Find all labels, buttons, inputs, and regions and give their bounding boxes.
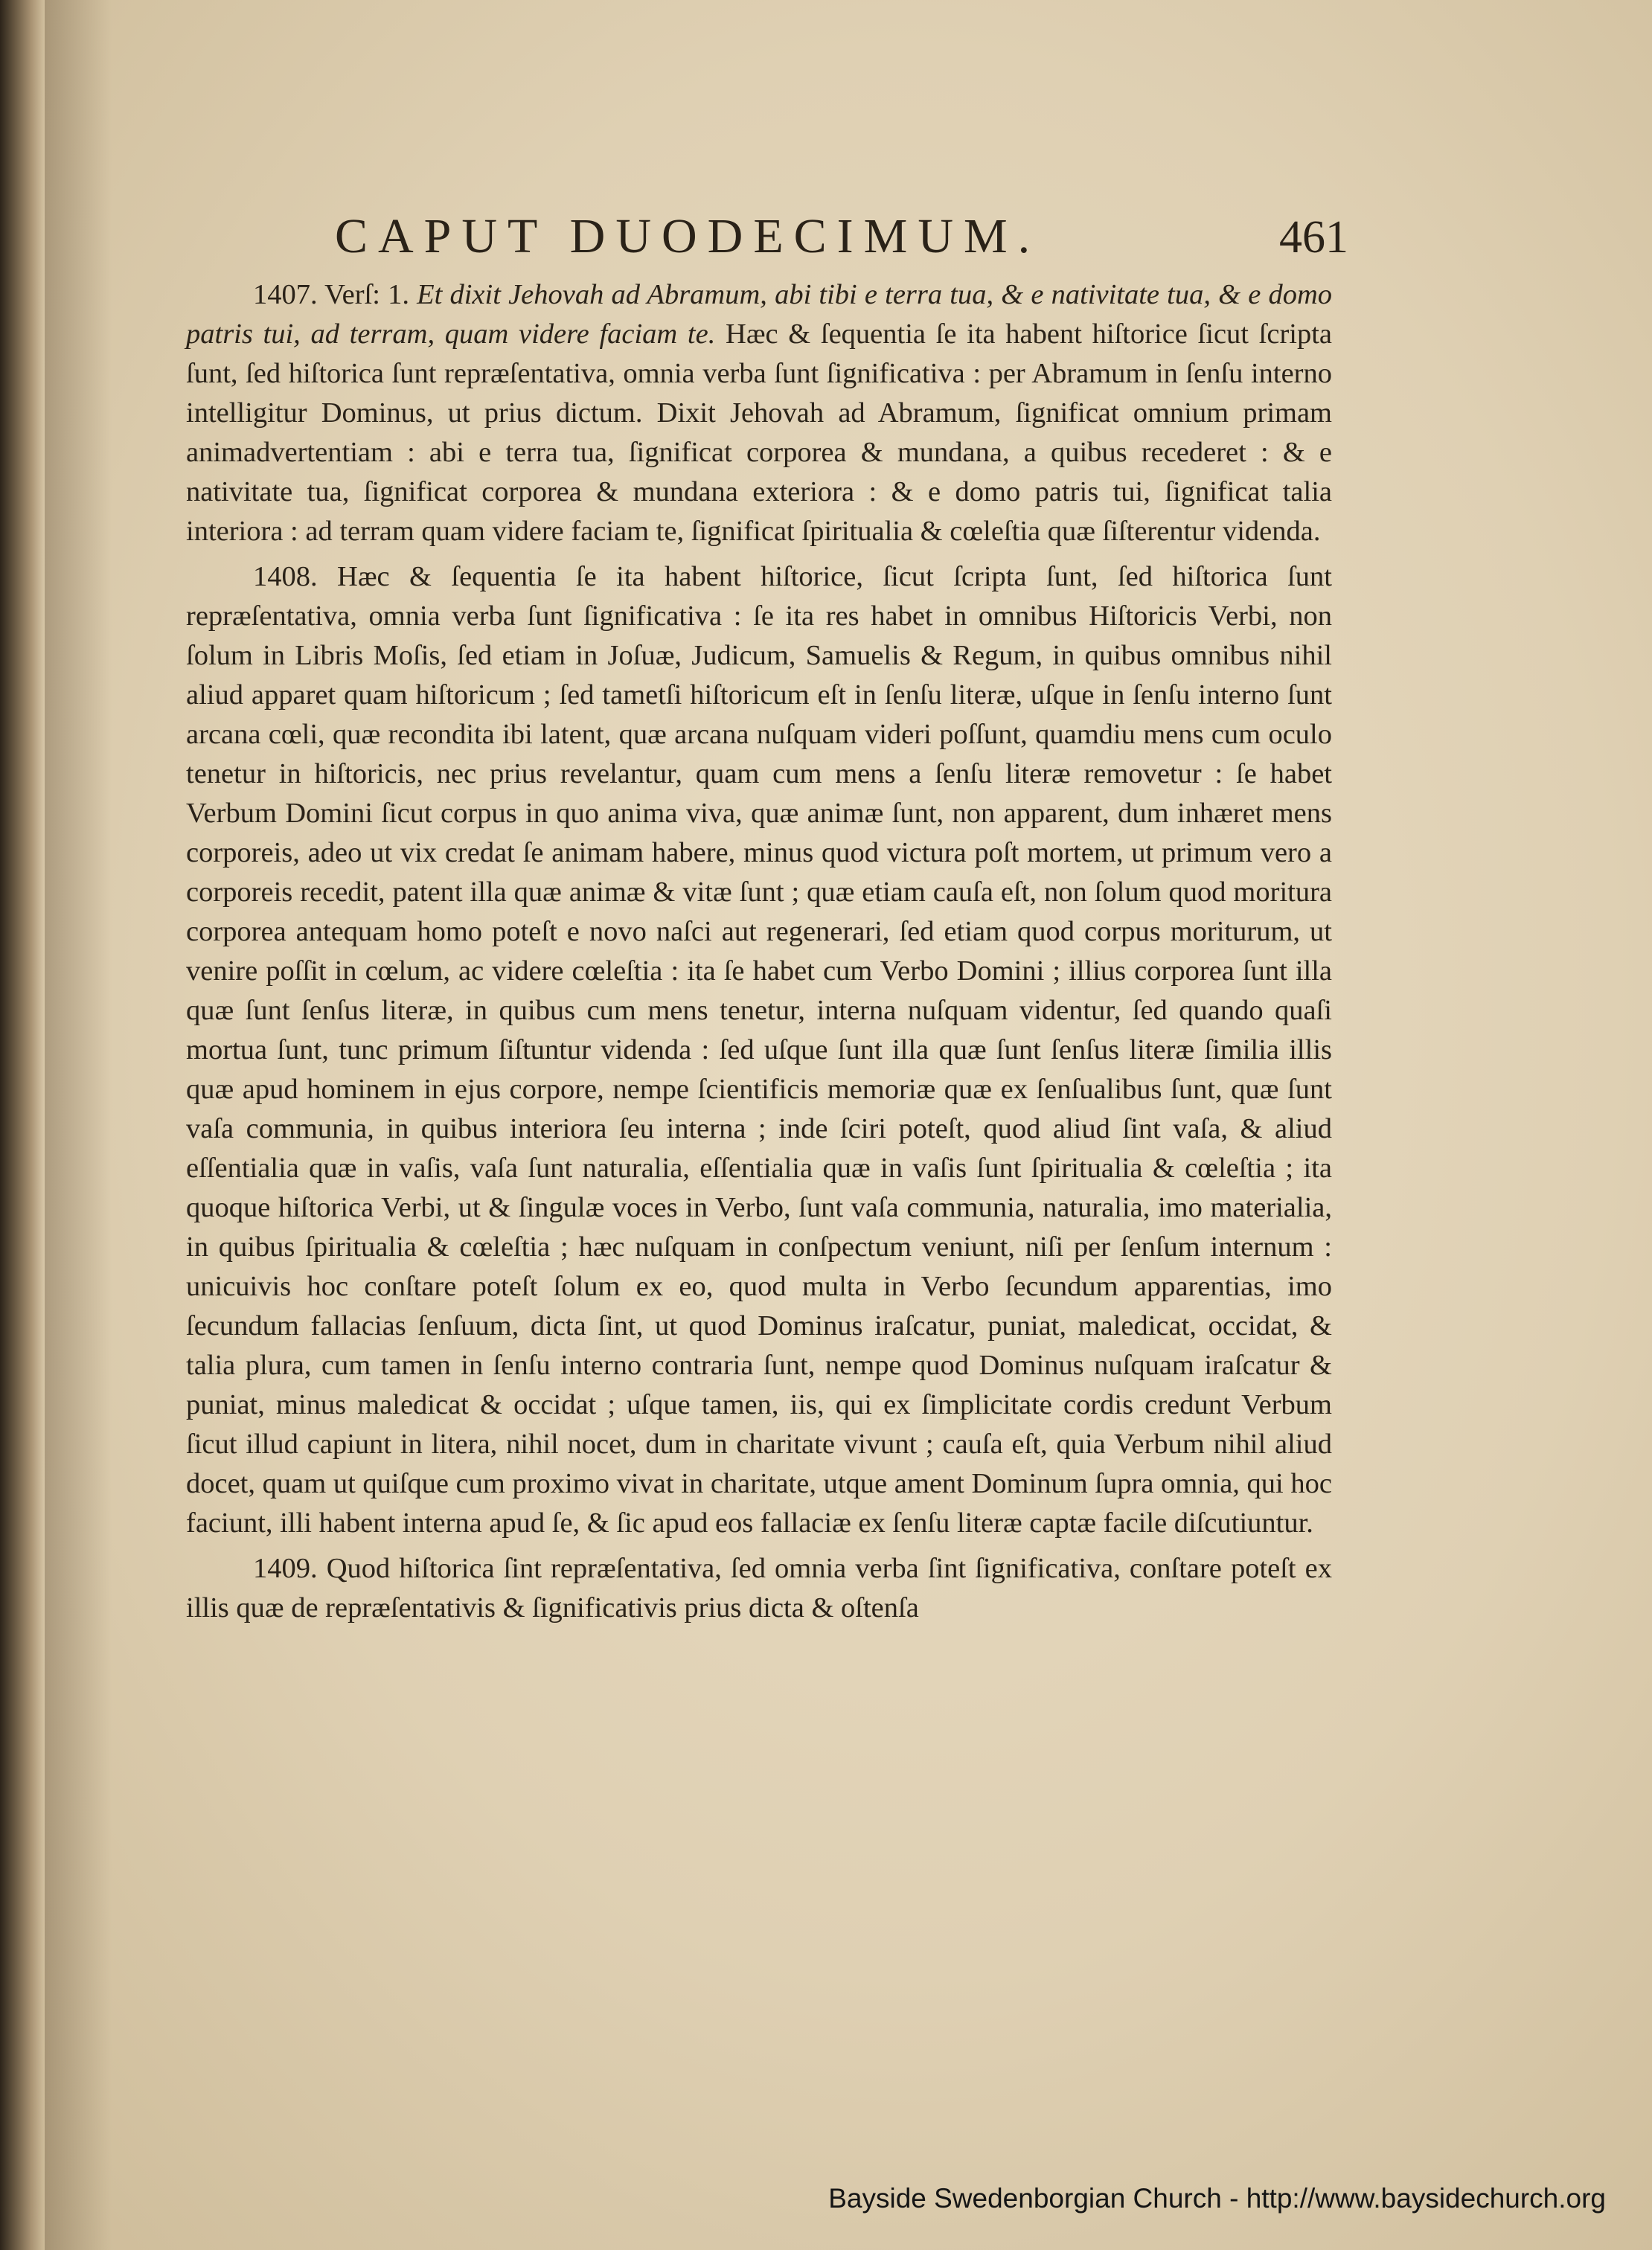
scripture-quote: Et dixit Jehovah ad Abramum, abi tibi e terra tua, & e nativitate tua, & e domo patris tui, ad terram, quam videre faciam te. <box>186 279 1333 350</box>
verse-label: Verſ: 1. <box>324 279 409 310</box>
running-title: CAPUT DUODECIMUM. <box>335 209 1041 263</box>
paragraph-number: 1409. <box>253 1553 318 1584</box>
page-edge-shadow <box>45 0 112 2250</box>
book-page <box>186 201 1348 1628</box>
page-header <box>186 201 1348 275</box>
paragraph-1408 <box>186 557 1332 1543</box>
paragraph-number: 1408. <box>253 561 318 592</box>
paragraph-text: Quod hiſtorica ſint repræſentativa, ſed omnia verba ſint ſignificativa, conſtare poteſt ex illis quæ de repræſentativis & ſignificativis prius dicta & oſtenſa <box>186 1553 1333 1624</box>
book-gutter-shadow <box>0 0 45 2250</box>
paragraph-1409 <box>186 1549 1332 1628</box>
source-watermark: Bayside Swedenborgian Church - http://www.baysidechurch.org <box>828 2183 1606 2214</box>
paragraph-1407 <box>186 275 1332 551</box>
paragraph-text: Hæc & ſequentia ſe ita habent hiſtorice ſicut ſcripta ſunt, ſed hiſtorica ſunt repræſentativa, omnia verba ſunt ſignificativa : per Abramum in ſenſu interno intelligitur Dominus, ut prius dictum. Dixit Jehovah ad Abramum, ſignificat omnium primam animadvertentiam : abi e terra tua, ſignificat corporea & mundana, a quibus recederet : & e nativitate tua, ſignificat corporea & mundana exteriora : & e domo patris tui, ſignificat talia interiora : ad terram quam videre faciam te, ſignificat ſpiritualia & cœleſtia quæ ſiſterentur videnda. <box>186 318 1333 547</box>
paragraph-number: 1407. <box>253 279 318 310</box>
paragraph-text: Hæc & ſequentia ſe ita habent hiſtorice, ſicut ſcripta ſunt, ſed hiſtorica ſunt repræſentativa, omnia verba ſunt ſignificativa : ſe ita res habet in omnibus Hiſtoricis Verbi, non ſolum in Libris Moſis, ſed etiam in Joſuæ, Judicum, Samuelis & Regum, in quibus omnibus nihil aliud apparet quam hiſtoricum ; ſed tametſi hiſtoricum eſt in ſenſu literæ, uſque in ſenſu interno ſunt arcana cœli, quæ recondita ibi latent, quæ arcana nuſquam videri poſſunt, quamdiu mens cum oculo tenetur in hiſtoricis, nec prius revelantur, quam cum mens a ſenſu literæ removetur : ſe habet Verbum Domini ſicut corpus in quo anima viva, quæ animæ ſunt, non apparent, dum inhæret mens corporeis, adeo ut vix credat ſe animam habere, minus quod victura poſt mortem, ut primum vero a corporeis recedit, patent illa quæ animæ & vitæ ſunt ; quæ etiam cauſa eſt, non ſolum quod moritura corporea antequam homo poteſt e novo naſci aut regenerari, ſed etiam quod corpus moriturum, ut venire poſſit in cœlum, ac videre cœleſtia : ita ſe habet cum Verbo Domini ; illius corporea ſunt illa quæ ſunt ſenſus literæ, in quibus cum mens tenetur, interna nuſquam videntur, ſed quando quaſi mortua ſunt, tunc primum ſiſtuntur videnda : ſed uſque ſunt illa quæ ſunt ſenſus literæ ſimilia illis quæ apud hominem in ejus corpore, nempe ſcientificis memoriæ quæ ex ſenſualibus ſunt, quæ ſunt vaſa communia, in quibus interiora ſeu interna ; inde ſciri poteſt, quod aliud ſint vaſa, & aliud eſſentialia quæ in vaſis, vaſa ſunt naturalia, eſſentialia quæ in vaſis ſunt ſpiritualia & cœleſtia ; ita quoque hiſtorica Verbi, ut & ſingulæ voces in Verbo, ſunt vaſa communia, naturalia, imo materialia, in quibus ſpiritualia & cœleſtia ; hæc nuſquam in conſpectum veniunt, niſi per ſenſum internum : unicuivis hoc conſtare poteſt ſolum ex eo, quod multa in Verbo ſecundum apparentias, imo ſecundum fallacias ſenſuum, dicta ſint, ut quod Dominus iraſcatur, puniat, maledicat, occidat, & talia plura, cum tamen in ſenſu interno contraria ſunt, nempe quod Dominus nuſquam iraſcatur & puniat, minus maledicat & occidat ; uſque tamen, iis, qui ex ſimplicitate cordis credunt Verbum ſicut illud capiunt in litera, nihil nocet, dum in charitate vivunt ; cauſa eſt, quia Verbum nihil aliud docet, quam ut quiſque cum proximo vivat in charitate, utque ament Dominum ſupra omnia, qui hoc faciunt, illi habent interna apud ſe, & ſic apud eos fallaciæ ex ſenſu literæ captæ facile diſcutiuntur. <box>186 561 1332 1539</box>
page-number: 461 <box>1279 212 1348 263</box>
